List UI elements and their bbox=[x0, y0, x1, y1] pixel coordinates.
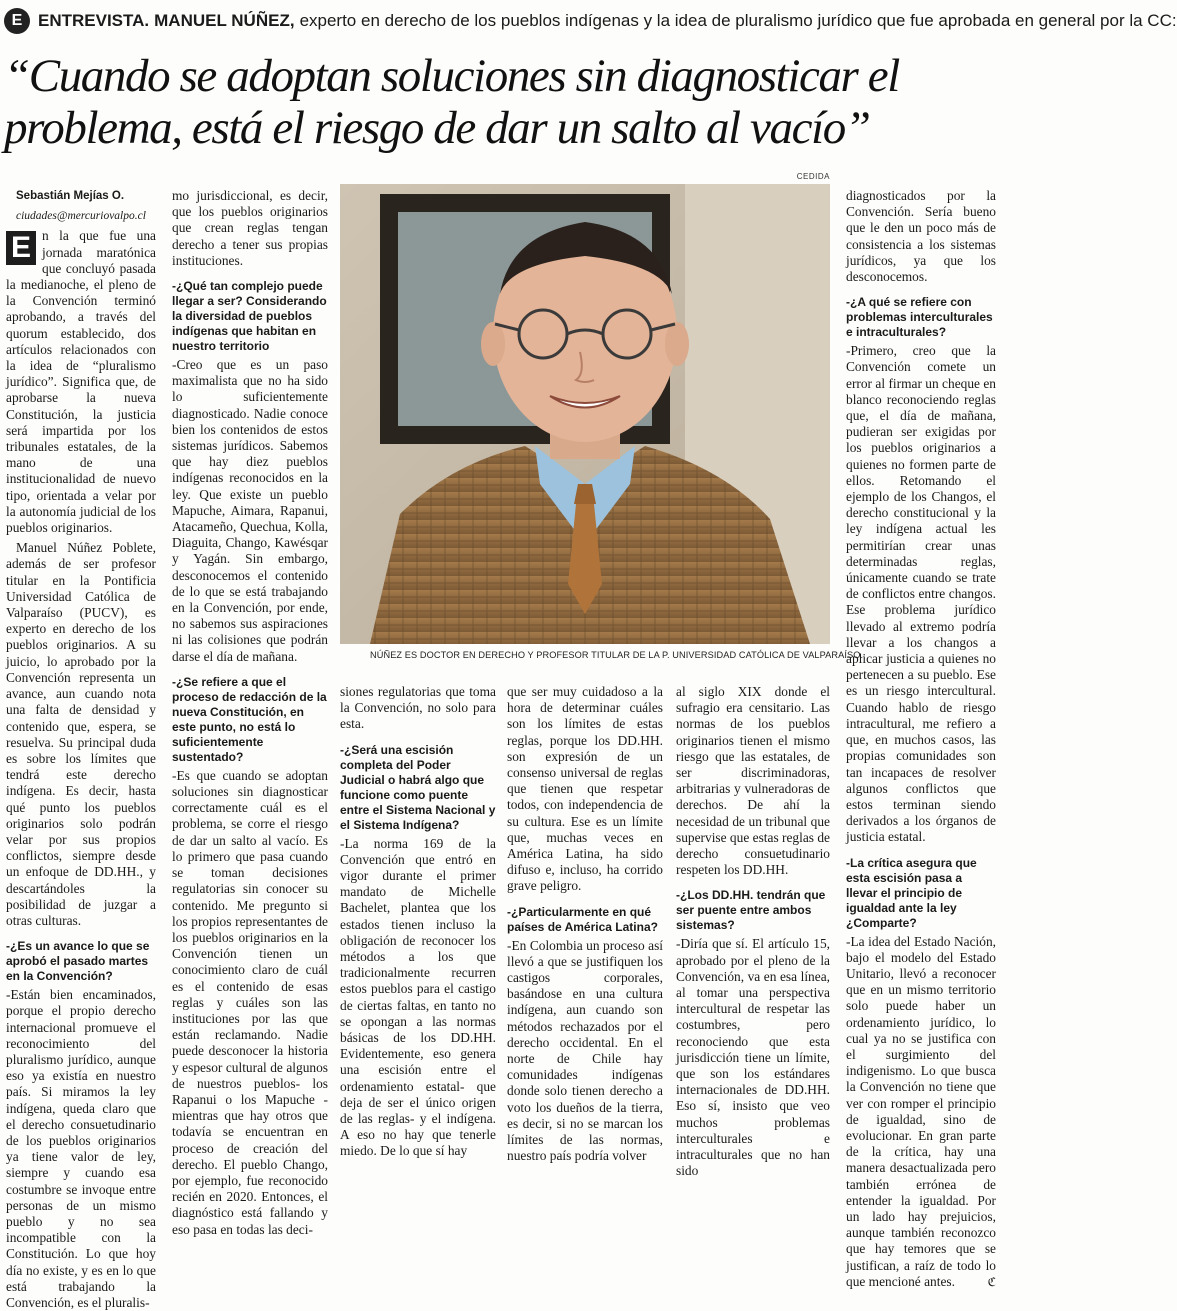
body-paragraph: siones regulatorias que toma la Convención, no solo para esta. bbox=[340, 684, 496, 732]
interview-question: -¿Los DD.HH. tendrán que ser puente entre ambos sistemas? bbox=[676, 888, 826, 933]
photo-caption: NÚÑEZ ES DOCTOR EN DERECHO Y PROFESOR TITULAR DE LA P. UNIVERSIDAD CATÓLICA DE VALPARAÍSO. bbox=[370, 650, 864, 660]
end-mark: ℭ bbox=[987, 1274, 996, 1289]
headline: “Cuando se adoptan soluciones sin diagnosticar el problema, está el riesgo de dar un salto al vacío” bbox=[4, 50, 899, 154]
interview-question: -¿Particularmente en qué países de América Latina? bbox=[507, 904, 658, 934]
author-email: ciudades@mercuriovalpo.cl bbox=[16, 210, 146, 223]
interviewee-name: MANUEL NÚÑEZ, bbox=[154, 11, 295, 30]
interview-answer: -Están bien encaminados, porque el propio derecho internacional promueve el reconocimiento del pluralismo jurídico, aunque eso ya existía en nuestro país. Si miramos la ley indígena, queda claro que el derecho consuetudinario de los pueblos originarios ya tiene valor de ley, siempre y cuando esa costumbre se invoque entre personas de un mismo pueblo y no sea incompatible con la Constitución. Lo que hoy día no existe, y es en lo que está trabajando la Convención, es el pluralis- bbox=[6, 987, 156, 1310]
interview-question: -La crítica asegura que esta escisión pasa a llevar el principio de igualdad ante la ley ¿Comparte? bbox=[846, 855, 977, 930]
portrait-photo bbox=[340, 184, 830, 644]
kicker bbox=[4, 6, 1177, 36]
section-label: ENTREVISTA. bbox=[38, 11, 150, 30]
body-paragraph: Manuel Núñez Poblete, además de ser profesor titular en la Pontificia Universidad Católica de Valparaíso (PUCV), es experto en derecho de los pueblos originarios. A su juicio, lo aprobado por la Convención representa un avance, aun cuando nota una falta de densidad y contenido que, espera, se resuelva. Su principal duda es sobre los límites que tendrá este derecho indígena. Es decir, hasta qué punto los pueblos originarios solo podrán velar por sus propios conflictos, siempre desde un enfoque de DD.HH., y descartándoles la posibilidad de juzgar a otras culturas. bbox=[6, 540, 156, 928]
interview-question: -¿Qué tan complejo puede llegar a ser? Considerando la diversidad de pueblos indígenas que habitan en nuestro territorio bbox=[172, 279, 327, 354]
interview-answer: -Diría que sí. El artículo 15, aprobado por el pleno de la Convención, va en esa línea, al tomar una perspectiva intercultural de respetar las costumbres, pero reconociendo que esta jurisdicción tiene un límite, que son los estándares internacionales de DD.HH. Eso sí, insisto que veo muchos problemas interculturales e intraculturales que no han sido bbox=[676, 936, 830, 1179]
interview-question: -¿Se refiere a que el proceso de redacción de la nueva Constitución, en este punto, no está lo suficientemente sustentado? bbox=[172, 674, 327, 764]
kicker-text: experto en derecho de los pueblos indígenas y la idea de pluralismo jurídico que fue aprobada en general por la CC: bbox=[299, 11, 1177, 30]
article-column-4 bbox=[507, 684, 663, 1164]
interview-answer: -Es que cuando se adoptan soluciones sin diagnosticar correctamente cuál es el problema, se corre el riesgo de dar un salto al vacío. Es lo primero que pasa cuando se toman decisiones regulatorias sin conocer su contenido. Me pregunto si los propios representantes de los pueblos originarios en la Convención tienen un conocimiento claro de cuál es el contenido de esas reglas y cuáles son las instituciones por las que están reclamando. Nadie puede desconocer la historia y espesor cultural de algunos de nuestros pueblos- los Rapanui o los Mapuche - mientras que hay otros que todavía se encuentran en proceso de creación del derecho. El pueblo Chango, por ejemplo, fue reconocido recién en 2020. Entonces, el diagnóstico está fallando y eso pasa en todas las deci- bbox=[172, 767, 328, 1237]
interview-answer: -Primero, creo que la Convención comete un error al firmar un cheque en blanco reconociendo reglas que, el día de mañana, pudieran ser exigidas por los pueblos originarios a quienes no formen parte de ellos. Retomando el ejemplo de los Changos, el derecho constitucional y la ley indígena actual les permitirían crear unas determinadas reglas, únicamente cuando se trate de conflictos entre changos. Ese problema jurídico llevado al extremo podría llevar a los changos a aplicar justicia a quienes no pertenecen a su pueblo. Ese es un riesgo intercultural. Cuando hablo de riesgo intracultural, me refiero a que, en muchos casos, las propias comunidades son tan incapaces de resolver algunos conflictos que estos terminan siendo derivados a los órganos de justicia estatal. bbox=[846, 343, 996, 845]
body-paragraph: que ser muy cuidadoso a la hora de determinar cuáles son los límites de estas reglas, porque los DD.HH. son expresión de un consenso universal de reglas que tienen que respetar todos, con independencia de su cultura. Ese es un límite que, muchas veces en América Latina, ha sido difuso e, incluso, ha corrido grave peligro. bbox=[507, 684, 663, 894]
portrait-illustration bbox=[340, 184, 830, 644]
interview-question: -¿Será una escisión completa del Poder Judicial o habrá algo que funcione como puente entre el Sistema Nacional y el Sistema Indígena? bbox=[340, 742, 496, 832]
body-paragraph: mo jurisdiccional, es decir, que los pueblos originarios que crean reglas tengan derecho a tener sus propias instituciones. bbox=[172, 188, 328, 268]
interview-answer: -En Colombia un proceso así llevó a que se justifiquen los castigos corporales, basándose en una cultura indígena, aun cuando son métodos rechazados por el derecho occidental. En el norte de Chile hay comunidades indígenas donde solo tienen derecho a voto los dueños de la tierra, es decir, si no se marcan los límites de las normas, nuestro país podría volver bbox=[507, 937, 663, 1164]
section-badge: E bbox=[4, 8, 30, 34]
interview-question: -¿Es un avance lo que se aprobó el pasado martes en la Convención? bbox=[6, 939, 150, 984]
drop-cap: E bbox=[6, 231, 36, 265]
interview-answer: -La norma 169 de la Convención que entró en vigor durante el primer mandato de Michelle Bachelet, plantea que los estados tienen incluso la obligación de reconocer los métodos a los que tradicionalmente recurren estos pueblos para el castigo de ciertas faltas, en tanto no se opongan a las normas básicas de los DD.HH. Evidentemente, eso genera una escisión entre el ordenamiento estatal- que deja de ser el único origen de las reglas- y el indígena. A eso no hay que tenerle miedo. De lo que sí hay bbox=[340, 835, 496, 1159]
article-column-1 bbox=[6, 188, 156, 1310]
article-column-3 bbox=[340, 684, 496, 1159]
photo-credit: CEDIDA bbox=[796, 172, 830, 181]
interview-question: -¿A qué se refiere con problemas interculturales e intraculturales? bbox=[846, 295, 993, 340]
article-column-6 bbox=[846, 188, 996, 1289]
lead-paragraph: E n la que fue una jornada maratónica que concluyó pasada la medianoche, el pleno de la Convención terminó aprobando, a través del quorum establecido, dos artículos relacionados con la idea de “pluralismo jurídico”. Significa que, de aprobarse la nueva Constitución, la justicia será impartida por los tribunales estatales, de la mano de una institucionalidad de nuevo tipo, orientada a velar por la autonomía judicial de los pueblos originarios. bbox=[6, 228, 156, 536]
author-byline: Sebastián Mejías O. bbox=[16, 190, 125, 202]
interview-answer: -Creo que es un paso maximalista que no ha sido lo suficientemente diagnosticado. Nadie conoce bien los contenidos de estos sistemas jurídicos. Sabemos que hay diez pueblos indígenas reconocidos en la ley. Que existe un pueblo Mapuche, Aimara, Rapanui, Atacameño, Quechua, Kolla, Diaguita, Chango, Kawésqar y Yagán. Sin embargo, desconocemos el contenido de lo que se está trabajando en la Convención, por ende, no sabemos sus aspiraciones ni las colisiones que podrán darse el día de mañana. bbox=[172, 357, 328, 664]
article-column-2 bbox=[172, 188, 328, 1237]
interview-answer: -La idea del Estado Nación, bajo el modelo del Estado Unitario, llevó a reconocer que en un mismo territorio solo puede haber un ordenamiento jurídico, lo cual ya no se justifica con el surgimiento del indigenismo. Lo que busca la Convención no tiene que ver con romper el principio de igualdad, sino de evolucionar. En gran parte de la crítica, hay una manera desactualizada pero también errónea de entender la igualdad. Por un lado hay prejuicios, aunque también reconozco que hay temores que se justifican, a raíz de todo lo que mencioné antes. ℭ bbox=[846, 933, 996, 1289]
body-paragraph: diagnosticados por la Convención. Sería bueno que le den un poco más de consistencia a los sistemas jurídicos, ya que los desconocemos. bbox=[846, 188, 996, 285]
article-column-5 bbox=[676, 684, 830, 1179]
body-paragraph: al siglo XIX donde el sufragio era censitario. Las normas de los pueblos originarios tienen el mismo riesgo que las estatales, de ser discriminadoras, arbitrarias y vulneradoras de derechos. De ahí la necesidad de un tribunal que supervise que estas reglas de derecho consuetudinario respeten los DD.HH. bbox=[676, 684, 830, 878]
